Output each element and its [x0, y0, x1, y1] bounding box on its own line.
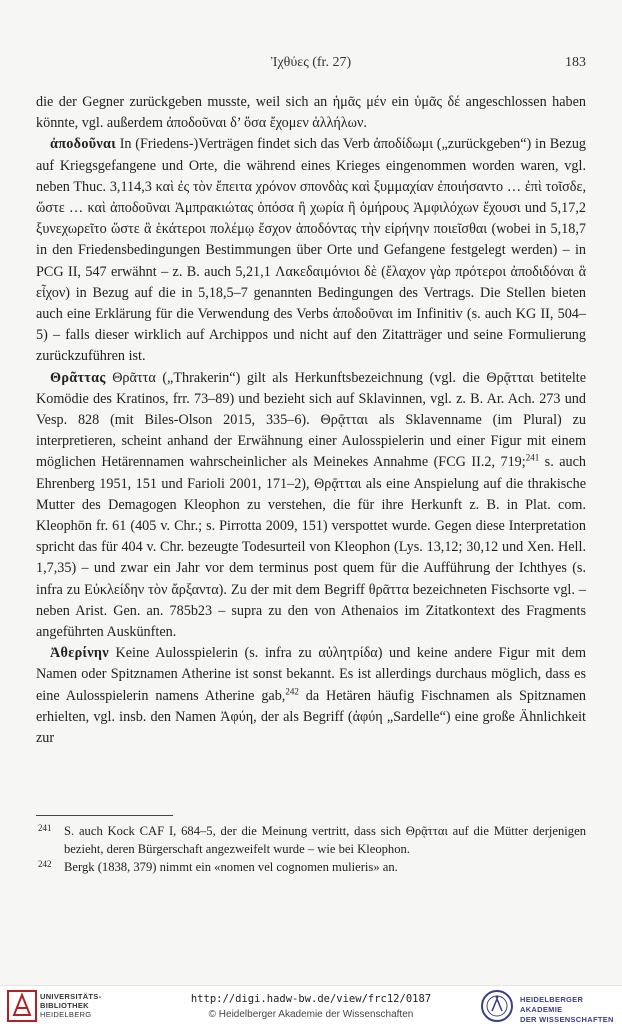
paragraph-text: In (Friedens-)Verträgen findet sich das Verb ἀποδίδωμι („zurückgeben“) in Bezug auf Kriegsgefangene und Orte, die während eines Krieges eingenommen worden waren, vgl. neben Thuc. 3,114,3 καὶ ἐς τὸν ἔπειτα χρόνον σπονδὰς καὶ ξυμμαχίαν ἐποιήσαντο … ἐπὶ τοῖσδε, ὥστε … καὶ ἀποδοῦναι Ἀμπρακιώτας ὁπόσα ἢ χωρία ἢ ὁμήρους Ἀμφιλόχων ἔχουσι und 5,17,2 ξυνεχωρεῖτο ὥστε ἃ ἑκάτεροι πολέμῳ ἔσχον ἀποδόντας τὴν εἰρήνην ποιεῖσθαι (wobei in 5,18,7 in den Friedensbedingungen Bestimmungen über Orte und Gefangene festgelegt werden) – in PCG II, 547 erwähnt – z. B. auch 5,21,1 Λακεδαιμόνιοι δὲ (ἔλαχον γὰρ πρότεροι ἀποδιδόναι ἃ εἶχον) in Bezug auf die in 5,18,5–7 genannten Bedingungen des Vertrags. Die Stellen bieten auch eine Erklärung für die Verwendung des Verbs ἀποδοῦναι im Infinitiv (s. auch KG II, 504–5) – falls dieser wirklich auf Archippos und nicht auf den Zitatträger und seine Formulierung zurückzuführen ist. [36, 136, 587, 365]
footnote-number: 241 [38, 823, 52, 833]
footnote [36, 858, 586, 876]
paragraph-text: s. auch Ehrenberg 1951, 151 und Farioli 2001, 171–2), Θρᾷτται als eine Anspielung auf die thrakische Mutter des Demagogen Kleophon zu verstehen, die für ihre Herkunft z. B. in Plat. com. Kleophōn fr. 61 (405 v. Chr.; s. Pirrotta 2009, 151) verspottet wurde. Gegen diese Interpretation spricht das für 404 v. Chr. bezeugte Todesurteil von Kleophon (Lys. 13,12; 30,12 und Xen. Hell. 1,7,35) – und zwar ein Jahr vor dem terminus post quem für die Aufführung der Ichthyes (s. infra zu Εὐκλείδην τὸν ἄρξαντα). Zu der mit dem Begriff θρᾶττα bezeichneten Fischsorte vgl. – neben Arist. Gen. an. 785b23 – supra zu den von Athenaios im Zitatkontext des Fragments angeführten Auskünften. [36, 454, 586, 641]
lemma: Ἀθερίνην [50, 645, 109, 662]
paragraph-text: die der Gegner zurückgeben musste, weil sich an ἡμᾶς μέν ein ὑμᾶς δέ angeschlossen haben könnte, vgl. außerdem ἀποδοῦναι δ’ ὅσα ἔχομεν ἀλλήλων. [36, 94, 586, 132]
footnote [36, 822, 586, 858]
footnote-ref[interactable]: 241 [525, 452, 540, 463]
footnote-number: 242 [38, 859, 52, 869]
academy-name [520, 995, 622, 1025]
page-number: 183 [565, 55, 586, 70]
paragraph-text: Keine Aulosspielerin (s. infra zu αὐλητρίδα) und keine andere Figur mit dem Namen oder Spitznamen Atherine ist sonst bekannt. Es ist allerdings durchaus möglich, dass es eine Aulosspielerin namens Atherine gab, [36, 645, 587, 704]
academy-name-line: HEIDELBERGER AKADEMIE [520, 995, 584, 1014]
footnote-ref[interactable]: 242 [285, 685, 299, 696]
page-header [36, 55, 586, 75]
paragraph-atherinen [36, 643, 586, 749]
paragraph-apodounai [36, 134, 586, 367]
permalink-url[interactable]: http://digi.hadw-bw.de/view/frc12/0187 [190, 993, 432, 1005]
paragraph-text: da Hetären häufig Fischnamen als Spitznamen erhielten, vgl. insb. den Namen Ἀφύη, der als Begriff (ἀφύη „Sardelle“) eine große Ähnlichkeit zur [36, 687, 586, 747]
copyright-notice: © Heidelberger Akademie der Wissenschaften [208, 1009, 414, 1020]
viewer-footer [0, 985, 622, 1026]
library-name-line: HEIDELBERG [40, 1010, 92, 1019]
lemma: ἀποδοῦναι [50, 136, 116, 153]
paragraph-thrattas [36, 368, 586, 644]
library-name-line: BIBLIOTHEK [40, 1001, 89, 1010]
academy-name-line: DER WISSENSCHAFTEN [520, 1015, 614, 1024]
footnote-text: Bergk (1838, 379) nimmt ein «nomen vel cognomen mulieris» an. [64, 860, 398, 874]
paragraph-continuation [36, 92, 586, 134]
academy-seal-icon[interactable] [480, 989, 514, 1023]
footnote-text: S. auch Kock CAF I, 684–5, der die Meinung vertritt, dass sich Θρᾷτται auf die Mütter derjenigen bezieht, deren Bürgerschaft angezweifelt wurde – wie bei Kleophon. [64, 824, 586, 856]
library-name-line: UNIVERSITÄTS- [40, 992, 102, 1001]
lemma: Θρᾶττας [50, 369, 106, 386]
paragraph-text: Θρᾶττα („Thrakerin“) gilt als Herkunftsbezeichnung (vgl. die Θρᾷτται betitelte Komödie des Kratinos, frr. 73–89) und bezieht sich auf Sklavinnen, vgl. z. B. Ar. Ach. 273 und Vesp. 828 (mit Biles-Olson 2015, 335–6). Θρᾷτται als Sklavenname (im Plural) zu interpretieren, scheint anhand der Erwähnung einer Aulosspielerin und einer Figur mit einem möglichen Hetärennamen wahrscheinlicher als Meinekes Annahme (FCG II.2, 719; [36, 369, 586, 471]
footnotes [36, 822, 586, 876]
running-title: Ἰχθύες (fr. 27) [270, 55, 352, 70]
body-text [36, 92, 586, 749]
footnote-divider [36, 815, 173, 816]
